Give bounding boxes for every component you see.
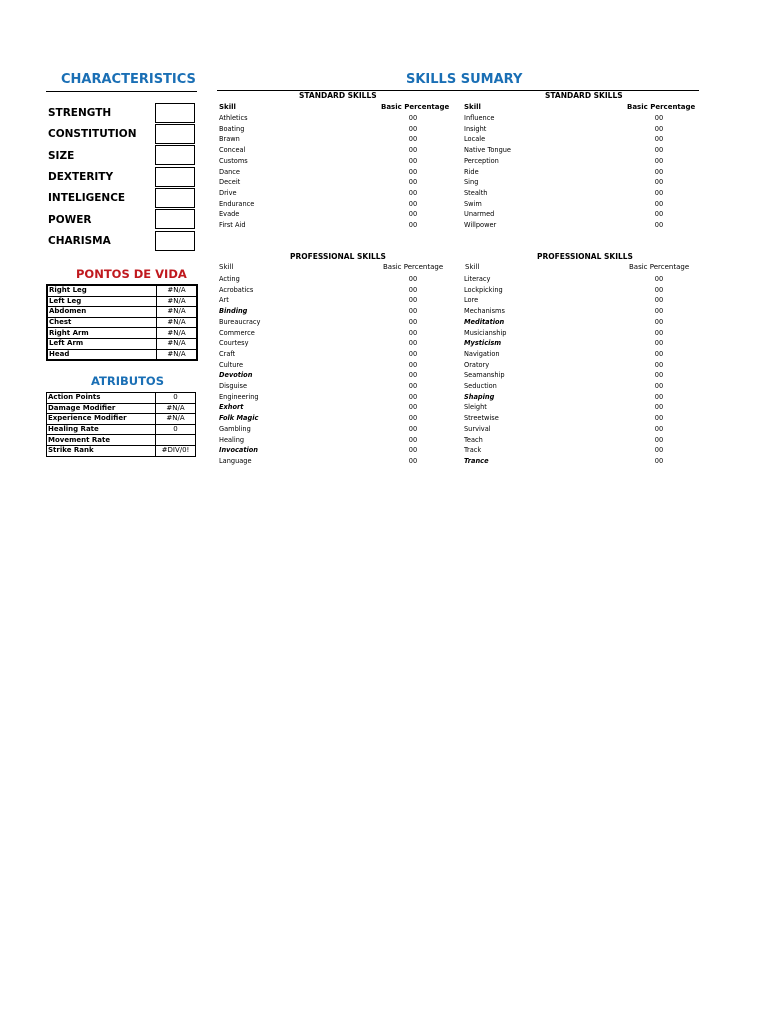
char-label-size: SIZE [48, 150, 75, 162]
standard-col-skill-left: Skill [219, 103, 236, 111]
skill-row [464, 338, 679, 349]
skill-name: Literacy [464, 275, 491, 283]
skill-name: Dance [219, 167, 240, 176]
skills-rule [217, 90, 699, 91]
skill-name: Sing [464, 178, 479, 187]
attribute-label: Damage Modifier [47, 403, 156, 414]
skill-name: Healing [219, 435, 245, 444]
skill-row [219, 285, 433, 296]
skill-percentage: 00 [408, 114, 418, 122]
skill-name: Devotion [219, 371, 253, 380]
skill-name: Lore [464, 296, 479, 305]
standard-col-pct-left: Basic Percentage [381, 103, 450, 111]
skill-row [464, 424, 679, 435]
skill-percentage: 00 [654, 424, 664, 433]
skill-name: Insight [464, 124, 487, 133]
skill-row [219, 328, 433, 339]
skill-percentage: 00 [408, 146, 418, 155]
skill-name: Binding [219, 307, 248, 316]
skill-name: Sleight [464, 403, 487, 412]
skill-row [219, 145, 433, 156]
skill-percentage: 00 [408, 124, 418, 133]
skill-percentage: 00 [408, 424, 418, 433]
skill-row [464, 145, 679, 156]
skill-percentage: 00 [408, 199, 418, 208]
skill-row [219, 134, 433, 145]
skill-name: Art [219, 296, 229, 305]
skill-name: Track [464, 446, 482, 455]
skill-percentage: 00 [654, 146, 664, 155]
skill-percentage: 00 [654, 124, 664, 133]
characteristics-rule [46, 91, 197, 92]
skill-percentage: 00 [408, 360, 418, 369]
standard-skills-heading-right: STANDARD SKILLS [545, 91, 623, 100]
table-row [47, 414, 196, 425]
skill-row [219, 402, 433, 413]
skill-row [219, 177, 433, 188]
skill-row [464, 456, 679, 467]
skill-row [464, 445, 679, 456]
skill-percentage: 00 [654, 392, 664, 401]
skill-row [219, 124, 433, 135]
skill-percentage: 00 [408, 403, 418, 412]
skill-percentage: 00 [654, 349, 664, 358]
skill-row [219, 413, 433, 424]
skill-percentage: 00 [654, 371, 664, 380]
skill-name: Endurance [219, 199, 255, 208]
char-label-strength: STRENGTH [48, 107, 112, 119]
skill-percentage: 00 [408, 435, 418, 444]
char-value-constitution[interactable] [155, 124, 195, 144]
skills-title: SKILLS SUMARY [406, 72, 523, 87]
skill-name: Conceal [219, 146, 246, 155]
skill-name: Influence [464, 114, 495, 122]
skill-name: Unarmed [464, 210, 495, 219]
hit-location-label: Abdomen [47, 307, 157, 318]
skill-row [219, 338, 433, 349]
skill-name: Boating [219, 124, 245, 133]
skill-name: Musicianship [464, 328, 507, 337]
skill-percentage: 00 [654, 414, 664, 423]
professional-skills-heading-left: PROFESSIONAL SKILLS [290, 252, 386, 261]
skill-percentage: 00 [654, 275, 664, 283]
attributes-title: ATRIBUTOS [91, 374, 164, 388]
skill-row [219, 317, 433, 328]
skill-percentage: 00 [654, 317, 664, 326]
table-row [47, 317, 197, 328]
attribute-label: Movement Rate [47, 435, 156, 446]
attribute-value: #DIV/0! [156, 445, 196, 456]
table-row [47, 403, 196, 414]
table-row [47, 424, 196, 435]
skill-name: Customs [219, 156, 248, 165]
skill-name: Oratory [464, 360, 490, 369]
skill-percentage: 00 [408, 307, 418, 316]
skill-name: Seamanship [464, 371, 505, 380]
skill-name: Language [219, 456, 252, 465]
skill-name: Commerce [219, 328, 255, 337]
skill-name: Brawn [219, 135, 240, 144]
char-label-charisma: CHARISMA [48, 235, 111, 247]
skill-row [464, 167, 679, 178]
professional-col-skill-right: Skill [465, 263, 480, 271]
skill-percentage: 00 [654, 114, 664, 122]
skill-percentage: 00 [408, 156, 418, 165]
skill-name: Invocation [219, 446, 258, 455]
skill-percentage: 00 [654, 339, 664, 348]
hit-points-title: PONTOS DE VIDA [76, 267, 187, 281]
skill-percentage: 00 [654, 199, 664, 208]
skill-name: Perception [464, 156, 499, 165]
skill-percentage: 00 [408, 210, 418, 219]
skill-row [219, 156, 433, 167]
attributes-table [46, 392, 196, 457]
professional-col-skill-left: Skill [219, 263, 234, 271]
skill-row [219, 360, 433, 371]
skill-percentage: 00 [654, 285, 664, 294]
skill-name: Swim [464, 199, 482, 208]
char-value-size[interactable] [155, 145, 195, 165]
skill-percentage: 00 [408, 392, 418, 401]
hit-location-label: Right Arm [47, 328, 157, 339]
char-label-dexterity: DEXTERITY [48, 171, 114, 183]
attribute-value: #N/A [156, 403, 196, 414]
skill-percentage: 00 [654, 167, 664, 176]
skill-row [219, 220, 433, 231]
skill-row [464, 360, 679, 371]
char-label-constitution: CONSTITUTION [48, 128, 137, 140]
skill-name: Mechanisms [464, 307, 505, 316]
skill-name: Survival [464, 424, 491, 433]
skill-percentage: 00 [654, 188, 664, 197]
skill-percentage: 00 [654, 156, 664, 165]
hit-location-label: Chest [47, 317, 157, 328]
skill-row [464, 370, 679, 381]
skill-percentage: 00 [408, 446, 418, 455]
hit-location-label: Right Leg [47, 285, 157, 296]
skill-percentage: 00 [408, 414, 418, 423]
attribute-label: Strike Rank [47, 445, 156, 456]
skill-name: Acting [219, 275, 240, 283]
char-label-power: POWER [48, 214, 92, 226]
char-label-inteligence: INTELIGENCE [48, 192, 126, 204]
hit-location-value: #N/A [157, 338, 198, 349]
skill-name: Lockpicking [464, 285, 503, 294]
hit-location-value: #N/A [157, 307, 198, 318]
skill-row [464, 295, 679, 306]
skill-name: Bureaucracy [219, 317, 261, 326]
skill-row [464, 381, 679, 392]
table-row [47, 296, 197, 307]
skill-percentage: 00 [654, 135, 664, 144]
skill-row [219, 167, 433, 178]
skill-percentage: 00 [408, 285, 418, 294]
skill-row [219, 295, 433, 306]
skill-row [464, 285, 679, 296]
skill-name: Navigation [464, 349, 500, 358]
hit-location-label: Left Leg [47, 296, 157, 307]
attribute-value: #N/A [156, 414, 196, 425]
skill-name: Acrobatics [219, 285, 254, 294]
skill-percentage: 00 [654, 328, 664, 337]
attribute-value: 0 [156, 424, 196, 435]
skill-row [464, 220, 679, 231]
standard-col-pct-right: Basic Percentage [627, 103, 696, 111]
skill-percentage: 00 [408, 221, 418, 229]
skill-percentage: 00 [654, 178, 664, 187]
skill-row [219, 113, 433, 124]
skill-row [464, 328, 679, 339]
skill-row [464, 435, 679, 446]
skill-percentage: 00 [408, 317, 418, 326]
table-row [47, 445, 196, 456]
hit-location-label: Head [47, 349, 157, 360]
skill-name: Mysticism [464, 339, 502, 348]
attribute-label: Experience Modifier [47, 414, 156, 425]
skill-name: Evade [219, 210, 240, 219]
skill-row [464, 199, 679, 210]
skill-row [464, 274, 679, 285]
table-row [47, 328, 197, 339]
char-value-dexterity[interactable] [155, 167, 195, 187]
skill-row [219, 209, 433, 220]
skill-row [219, 381, 433, 392]
skill-percentage: 00 [654, 360, 664, 369]
skill-row [464, 156, 679, 167]
skill-name: Ride [464, 167, 479, 176]
table-row [47, 435, 196, 446]
skill-percentage: 00 [654, 435, 664, 444]
skill-percentage: 00 [654, 221, 664, 229]
skill-percentage: 00 [654, 446, 664, 455]
skill-name: Engineering [219, 392, 259, 401]
skill-percentage: 00 [654, 296, 664, 305]
skill-name: Trance [464, 456, 489, 465]
skill-percentage: 00 [408, 349, 418, 358]
skill-name: Shaping [464, 392, 495, 401]
skill-row [464, 392, 679, 403]
skill-name: Willpower [464, 221, 497, 229]
skill-row [219, 456, 433, 467]
skill-percentage: 00 [408, 339, 418, 348]
skill-row [464, 209, 679, 220]
skill-row [219, 199, 433, 210]
skill-percentage: 00 [408, 382, 418, 390]
skill-percentage: 00 [408, 167, 418, 176]
char-value-strength[interactable] [155, 103, 195, 123]
skill-row [464, 306, 679, 317]
table-row [47, 349, 197, 360]
skill-row [464, 402, 679, 413]
professional-col-pct-right: Basic Percentage [629, 263, 690, 271]
skill-percentage: 00 [408, 188, 418, 197]
skill-row [464, 124, 679, 135]
hit-location-value: #N/A [157, 296, 198, 307]
skill-name: Seduction [464, 382, 497, 390]
skill-name: Exhort [219, 403, 244, 412]
hit-location-value: #N/A [157, 285, 198, 296]
attribute-value [156, 435, 196, 446]
hit-location-label: Left Arm [47, 338, 157, 349]
skill-name: Athletics [219, 114, 248, 122]
skill-row [464, 134, 679, 145]
skill-percentage: 00 [408, 275, 418, 283]
characteristics-title: CHARACTERISTICS [61, 72, 196, 87]
skill-name: Meditation [464, 317, 505, 326]
skill-row [464, 177, 679, 188]
skill-percentage: 00 [408, 371, 418, 380]
skill-percentage: 00 [654, 210, 664, 219]
skill-name: Native Tongue [464, 146, 511, 155]
professional-skills-heading-right: PROFESSIONAL SKILLS [537, 252, 633, 261]
skill-percentage: 00 [654, 382, 664, 390]
skill-row [464, 188, 679, 199]
attribute-label: Action Points [47, 393, 156, 404]
standard-skills-heading-left: STANDARD SKILLS [299, 91, 377, 100]
skill-name: Courtesy [219, 339, 249, 348]
skill-row [219, 274, 433, 285]
table-row [47, 338, 197, 349]
skill-name: First Aid [219, 221, 246, 229]
char-value-power[interactable] [155, 209, 195, 229]
skill-row [219, 392, 433, 403]
skill-name: Drive [219, 188, 237, 197]
skill-percentage: 00 [408, 456, 418, 465]
skill-percentage: 00 [408, 296, 418, 305]
table-row [47, 393, 196, 404]
skill-row [219, 370, 433, 381]
table-row [47, 307, 197, 318]
skill-row [219, 306, 433, 317]
skill-row [464, 113, 679, 124]
skill-name: Folk Magic [219, 414, 259, 423]
skill-name: Locale [464, 135, 486, 144]
skill-row [219, 349, 433, 360]
skill-name: Craft [219, 349, 236, 358]
char-value-inteligence[interactable] [155, 188, 195, 208]
hit-points-table [46, 284, 198, 361]
skill-name: Gambling [219, 424, 251, 433]
skill-row [464, 413, 679, 424]
skill-percentage: 00 [654, 307, 664, 316]
char-value-charisma[interactable] [155, 231, 195, 251]
hit-location-value: #N/A [157, 328, 198, 339]
skill-row [464, 349, 679, 360]
attribute-label: Healing Rate [47, 424, 156, 435]
skill-percentage: 00 [408, 178, 418, 187]
skill-name: Culture [219, 360, 244, 369]
hit-location-value: #N/A [157, 317, 198, 328]
table-row [47, 285, 197, 296]
hit-location-value: #N/A [157, 349, 198, 360]
skill-row [219, 435, 433, 446]
skill-name: Disguise [219, 382, 248, 390]
skill-row [219, 445, 433, 456]
skill-row [219, 188, 433, 199]
skill-percentage: 00 [654, 456, 664, 465]
skill-name: Teach [464, 435, 483, 444]
skill-row [219, 424, 433, 435]
skill-percentage: 00 [654, 403, 664, 412]
skill-percentage: 00 [408, 328, 418, 337]
skill-name: Streetwise [464, 414, 499, 423]
skill-name: Deceit [219, 178, 241, 187]
skill-name: Stealth [464, 188, 488, 197]
standard-col-skill-right: Skill [464, 103, 481, 111]
skill-row [464, 317, 679, 328]
attribute-value: 0 [156, 393, 196, 404]
skill-percentage: 00 [408, 135, 418, 144]
professional-col-pct-left: Basic Percentage [383, 263, 444, 271]
